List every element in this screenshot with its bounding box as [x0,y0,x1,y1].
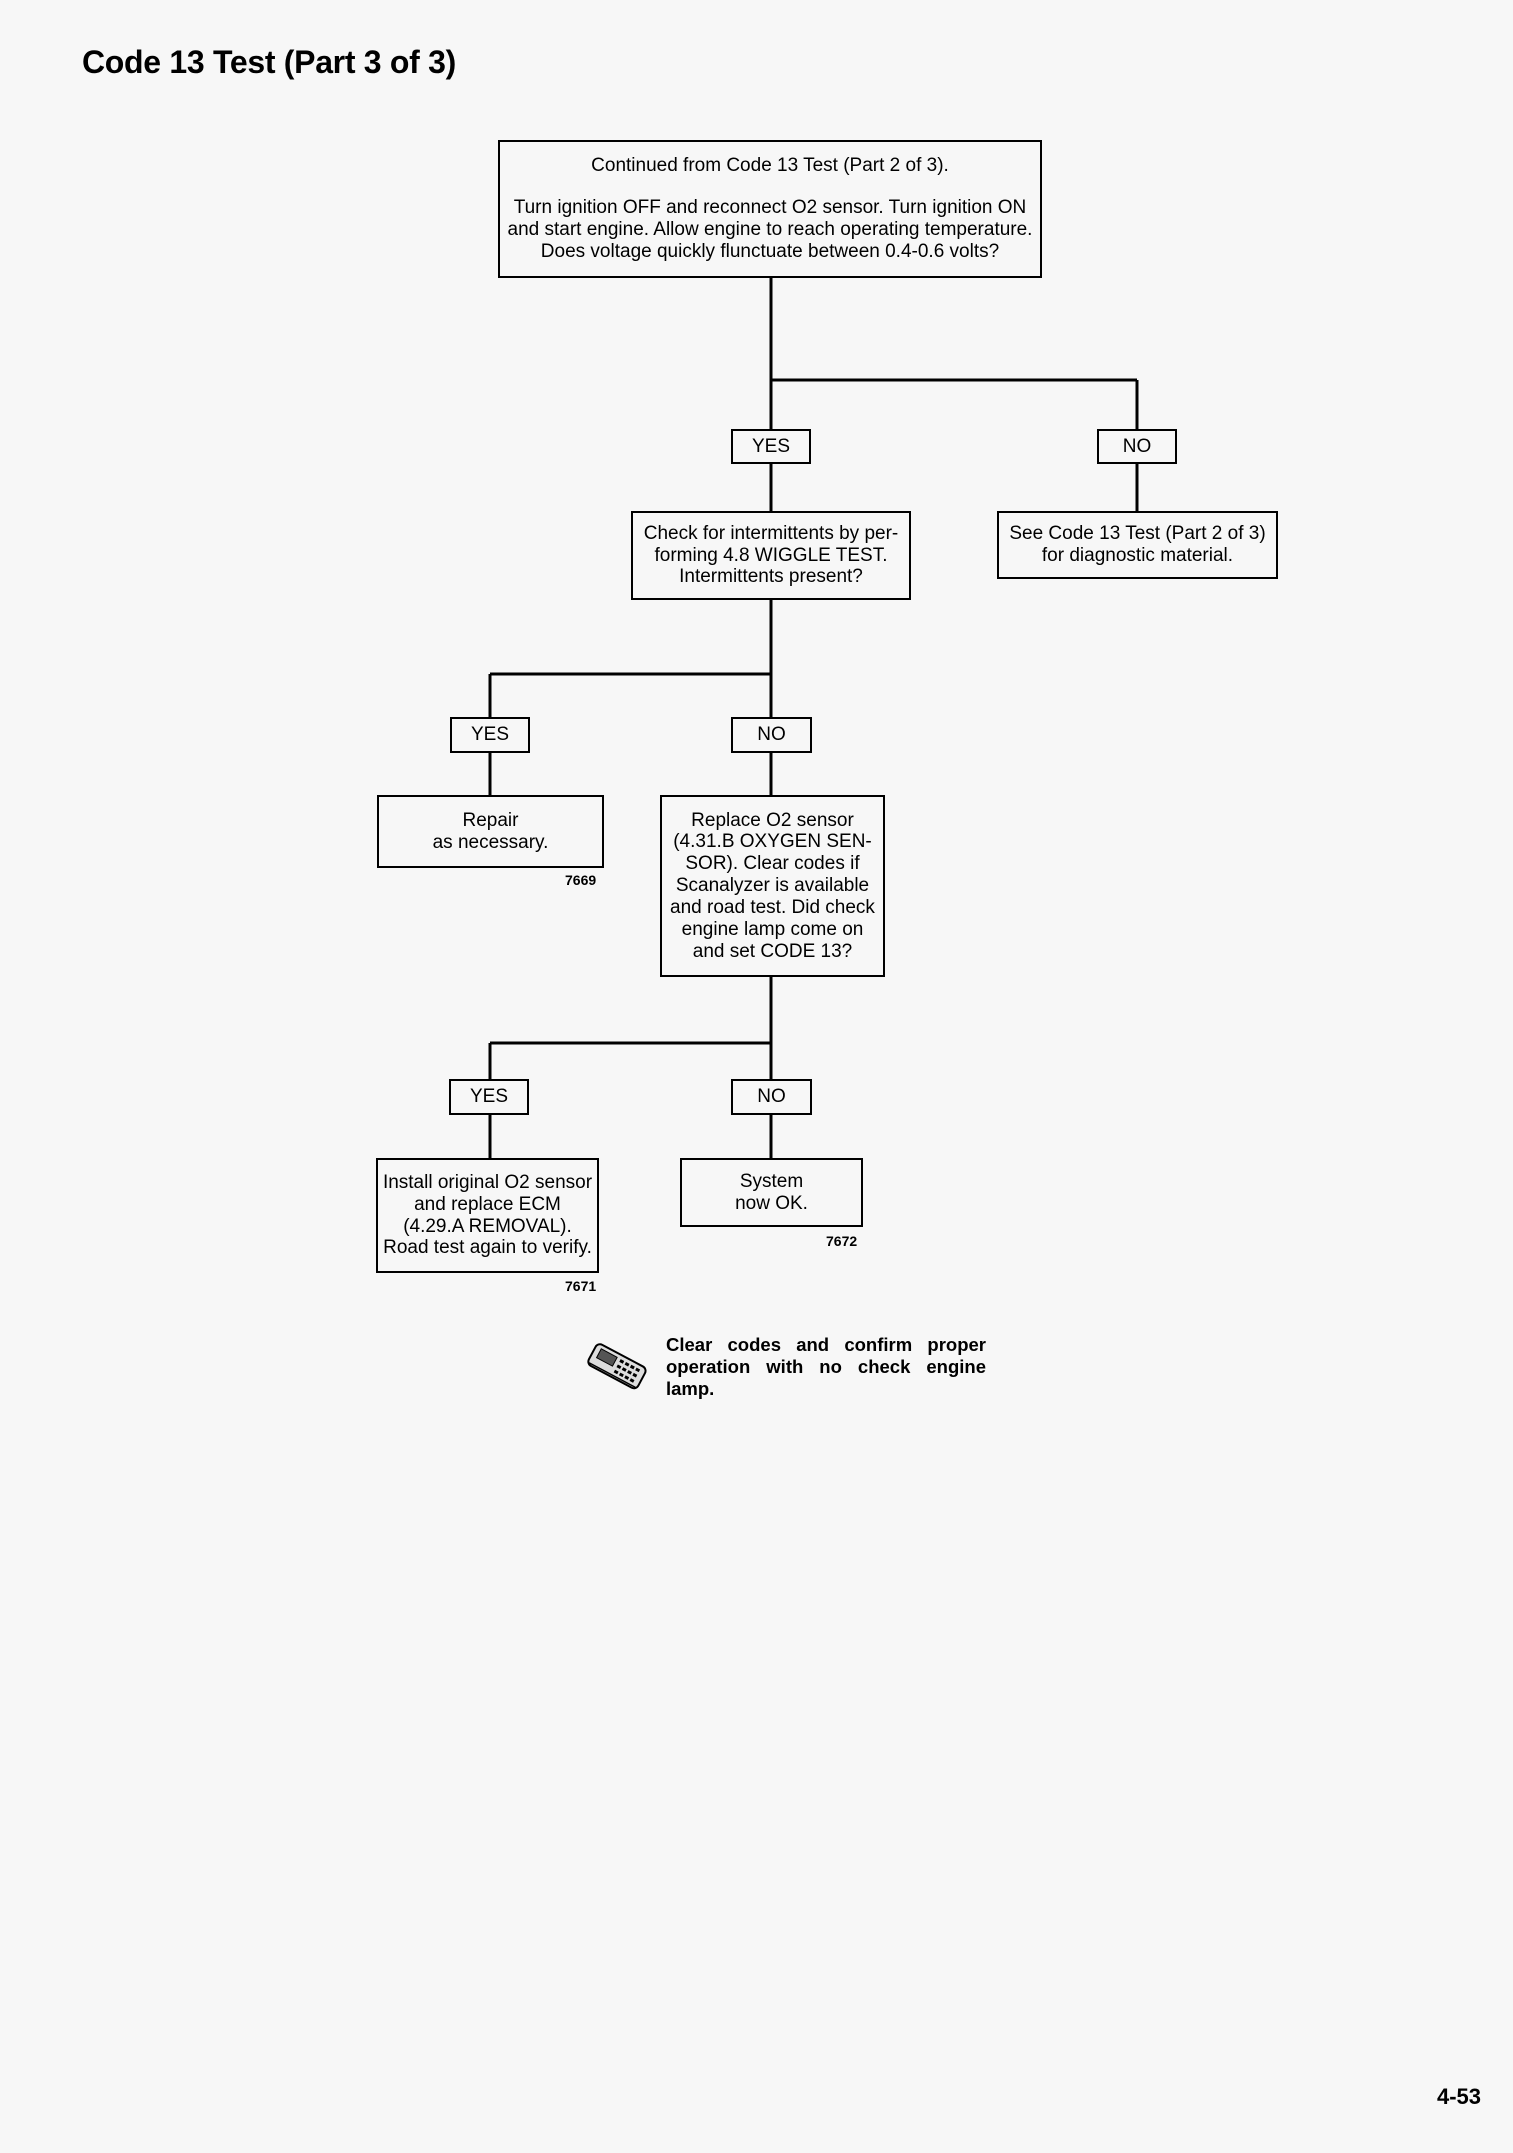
replace-sensor-box [660,795,885,977]
install-line-1: Install original O2 sensor [382,1171,593,1193]
replace-line-7: and set CODE 13? [692,940,853,962]
start-line-4: Does voltage quickly flunctuate between 0.4-0.6 volts? [540,240,1000,262]
page-number: 4-53 [1437,2084,1482,2109]
figure-number-install: 7671 [565,1278,597,1294]
yes-label-3: YES [449,1079,529,1115]
repair-box [377,795,604,868]
wiggle-line-3: Intermittents present? [679,566,863,588]
start-line-1: Continued from Code 13 Test (Part 2 of 3). [591,155,949,177]
scanalyzer-icon [580,1338,652,1403]
wiggle-line-2: forming 4.8 WIGGLE TEST. [654,544,888,566]
replace-line-1: Replace O2 sensor [691,809,854,831]
replace-line-5: and road test. Did check [670,896,875,918]
repair-line-1: Repair [462,809,519,831]
repair-line-2: as necessary. [432,831,549,853]
see-part2-line-2: for diagnostic material. [1041,545,1234,566]
note-text: Clear codes and confirm proper operation with no check engine lamp. [666,1334,986,1400]
system-ok-line-1: System [739,1170,804,1192]
replace-line-3: SOR). Clear codes if [685,853,860,875]
start-line-2: Turn ignition OFF and reconnect O2 sensor. Turn ignition ON [513,197,1027,219]
figure-number-repair: 7669 [565,872,597,888]
install-line-4: Road test again to verify. [383,1237,592,1259]
yes-label-2: YES [450,717,530,753]
figure-number-system-ok: 7672 [826,1233,858,1249]
wiggle-line-1: Check for intermittents by per- [643,522,899,544]
no-label-1: NO [1097,429,1177,464]
install-line-3: (4.29.A REMOVAL). [403,1215,572,1237]
no-label-2: NO [731,717,812,753]
see-part2-line-1: See Code 13 Test (Part 2 of 3) [1009,523,1266,545]
start-box [498,140,1042,278]
start-line-3: and start engine. Allow engine to reach operating temperature. [507,219,1033,240]
install-ecm-box [376,1158,599,1273]
system-ok-box [680,1158,863,1227]
see-part2-box [997,511,1278,579]
wiggle-test-box [631,511,911,600]
no-label-3: NO [731,1079,812,1115]
replace-line-4: Scanalyzer is available [675,875,870,897]
page-title: Code 13 Test (Part 3 of 3) [82,44,456,80]
replace-line-2: (4.31.B OXYGEN SEN- [673,831,872,853]
yes-label-1: YES [731,429,811,464]
system-ok-line-2: now OK. [735,1192,808,1214]
replace-line-6: engine lamp come on [681,918,864,940]
install-line-2: and replace ECM [414,1193,561,1215]
